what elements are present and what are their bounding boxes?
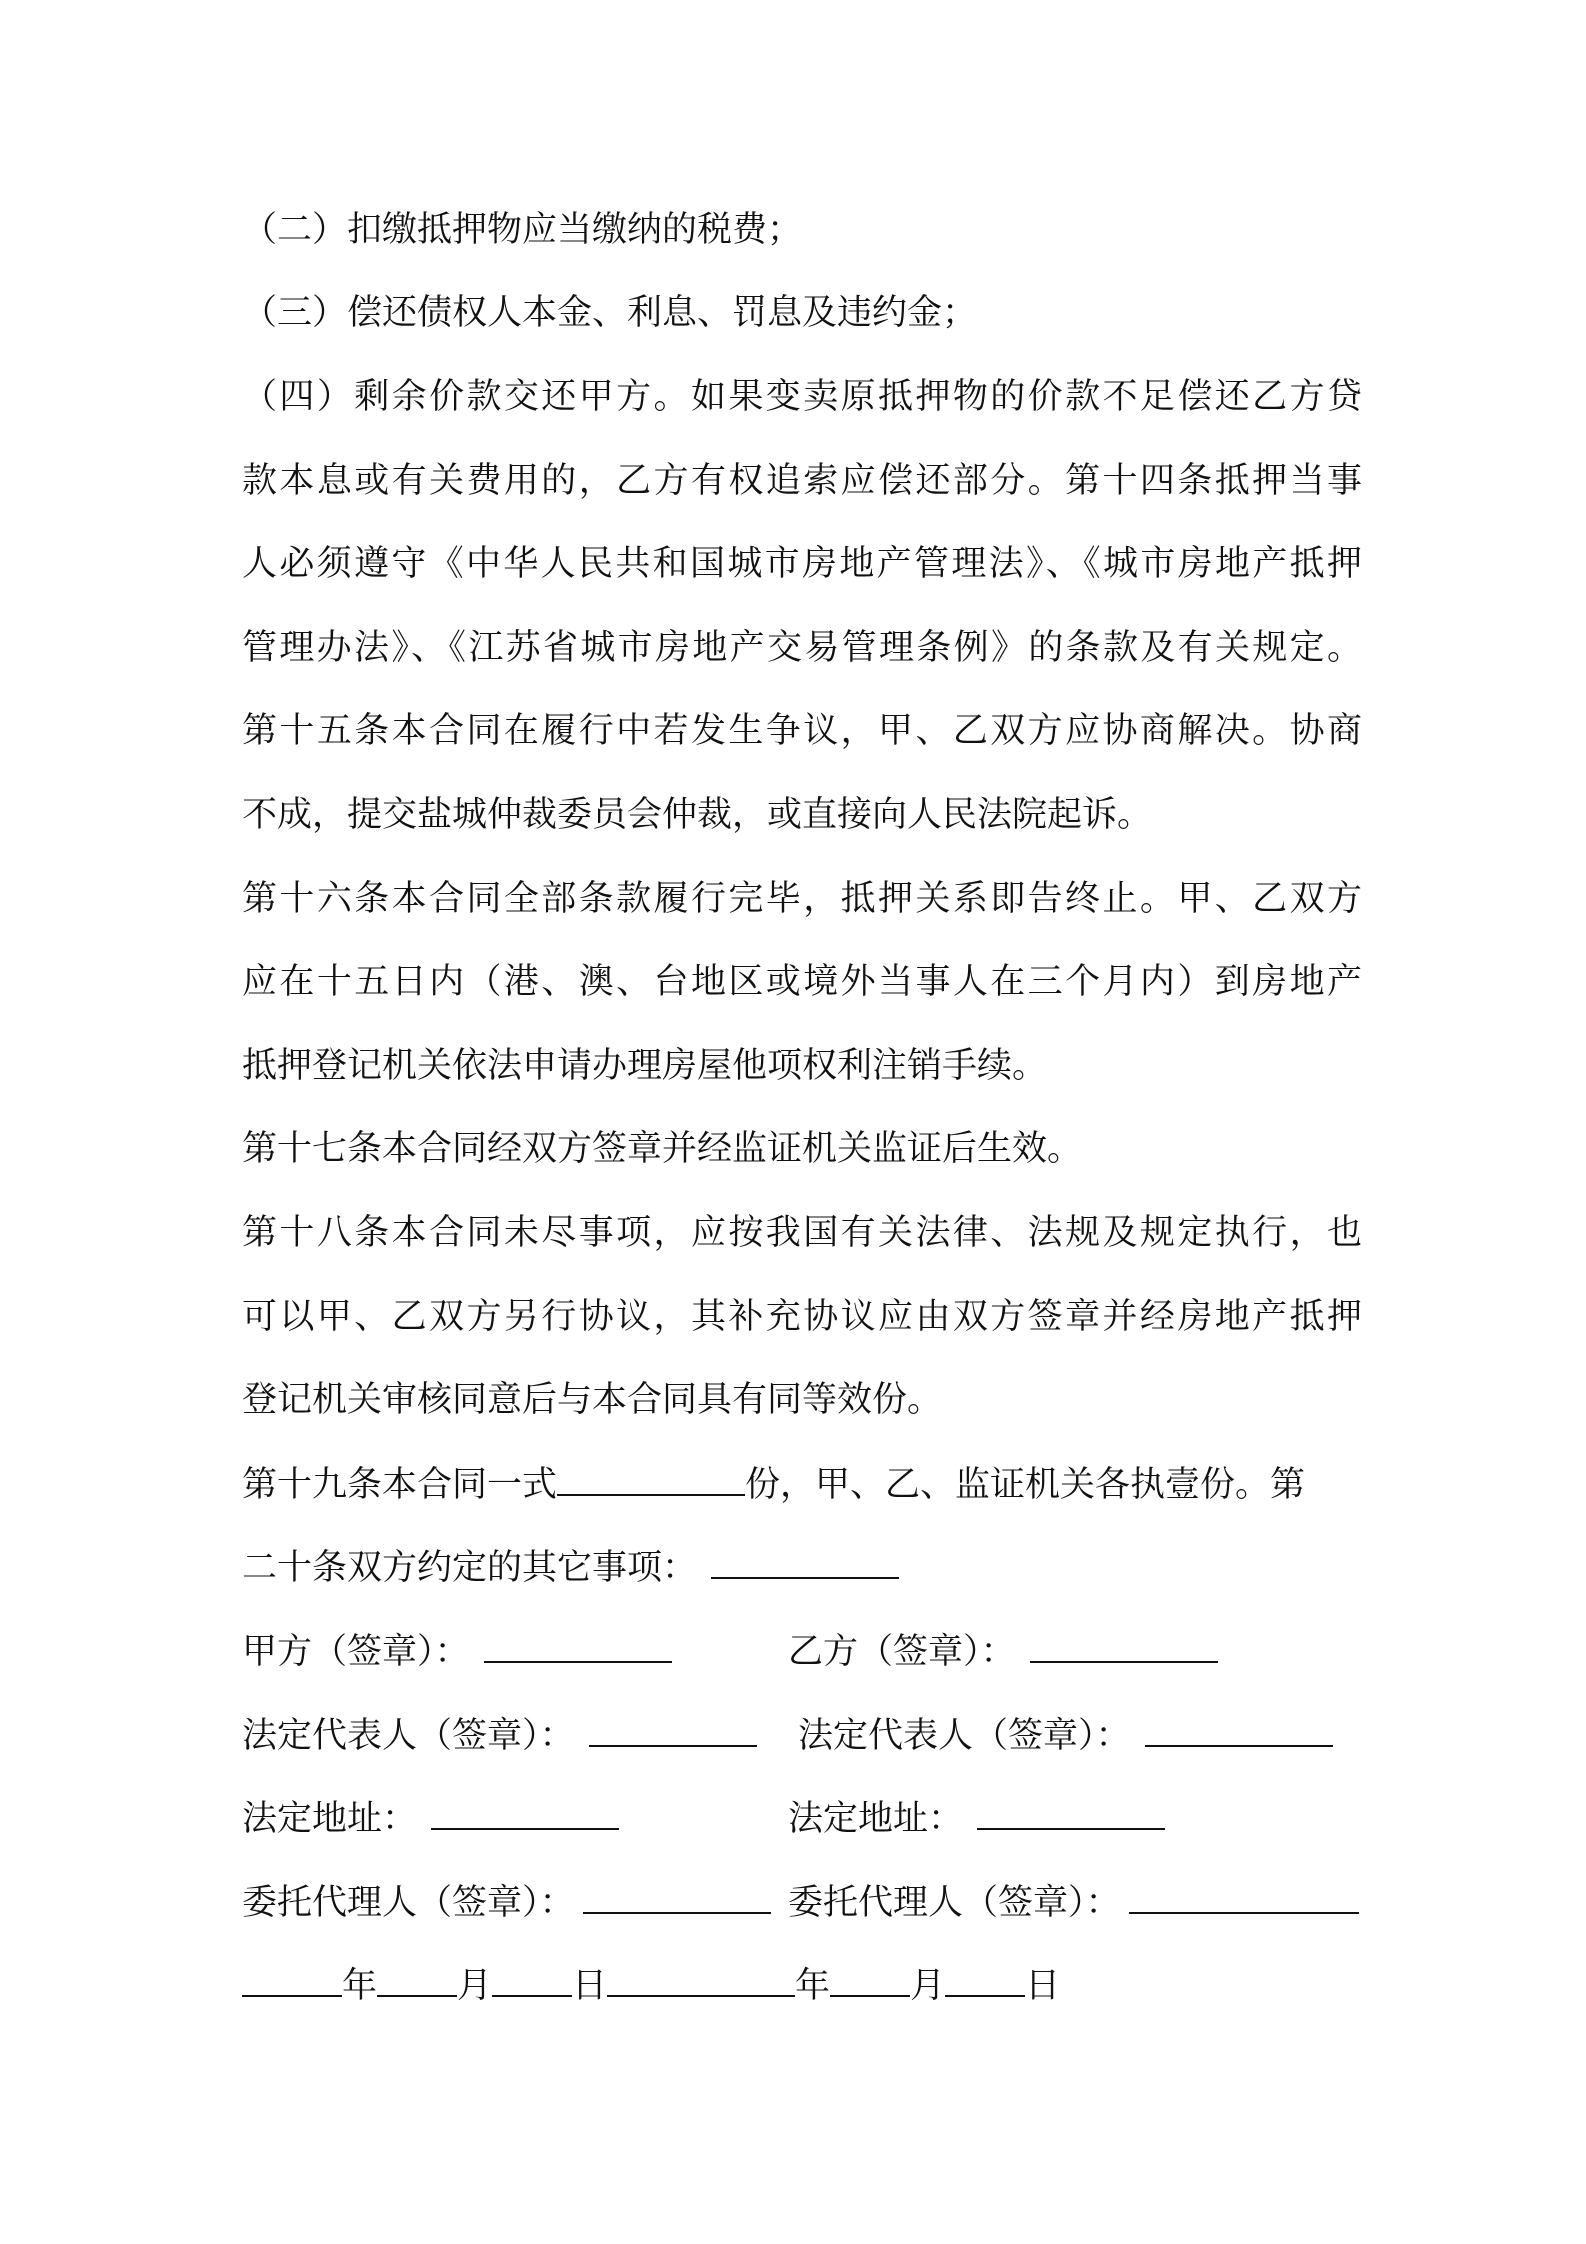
article-16-line-1: 第十六条本合同全部条款履行完毕，抵押关系即告终止。甲、乙双方 — [242, 879, 1362, 919]
party-signature-row — [242, 1629, 1362, 1674]
article-17: 第十七条本合同经双方签章并经监证机关监证后生效。 — [242, 1129, 1083, 1169]
day-b-label: 日 — [1025, 1966, 1061, 2006]
article-15-line-2: 不成，提交盐城仲裁委员会仲裁，或直接向人民法院起诉。 — [242, 795, 1153, 835]
day-b-blank[interactable] — [945, 1963, 1025, 1997]
copies-count-blank[interactable] — [557, 1462, 745, 1496]
month-a-blank[interactable] — [377, 1963, 457, 1997]
agent-b-blank[interactable] — [1129, 1880, 1359, 1914]
party-b-signature-blank[interactable] — [1030, 1629, 1218, 1663]
address-a-label: 法定地址： — [242, 1799, 418, 1839]
copies-label-after: 份，甲、乙、监证机关各执壹份。第 — [745, 1465, 1306, 1505]
article-18-line-1: 第十八条本合同未尽事项，应按我国有关法律、法规及规定执行，也 — [242, 1213, 1362, 1253]
party-a-label: 甲方（签章）： — [242, 1632, 470, 1672]
party-b-block — [788, 1629, 1218, 1674]
year-a-label: 年 — [342, 1966, 378, 2006]
address-a-blank[interactable] — [431, 1796, 619, 1830]
article-16-line-3: 抵押登记机关依法申请办理房屋他项权利注销手续。 — [242, 1046, 1048, 1086]
address-b-label: 法定地址： — [788, 1799, 964, 1839]
address-b-blank[interactable] — [977, 1796, 1165, 1830]
agent-b-label: 委托代理人（签章）： — [788, 1883, 1121, 1923]
article-15-line-1: 第十五条本合同在履行中若发生争议，甲、乙双方应协商解决。协商 — [242, 711, 1362, 751]
month-a-label: 月 — [457, 1966, 493, 2006]
other-matters-label: 二十条双方约定的其它事项： — [242, 1548, 698, 1588]
agent-a-label: 委托代理人（签章）： — [242, 1883, 575, 1923]
clause-item-3: （三）偿还债权人本金、利息、罚息及违约金； — [242, 293, 978, 333]
address-b-block — [788, 1796, 1165, 1841]
clause-item-4-line-1: （四）剩余价款交还甲方。如果变卖原抵押物的价款不足偿还乙方贷 — [242, 377, 1362, 417]
legal-rep-a-blank[interactable] — [589, 1713, 757, 1747]
legal-rep-b-blank[interactable] — [1145, 1713, 1333, 1747]
year-a-blank[interactable] — [242, 1963, 342, 1997]
article-16-line-2: 应在十五日内（港、澳、台地区或境外当事人在三个月内）到房地产 — [242, 962, 1362, 1002]
copies-label-before: 第十九条本合同一式 — [242, 1465, 558, 1505]
legal-rep-b-label: 法定代表人（签章）： — [798, 1716, 1131, 1756]
month-b-label: 月 — [910, 1966, 946, 2006]
day-a-label: 日 — [572, 1966, 608, 2006]
year-b-blank[interactable] — [607, 1963, 795, 1997]
legal-rep-a-label: 法定代表人（签章）： — [242, 1716, 575, 1756]
month-b-blank[interactable] — [830, 1963, 910, 1997]
clause-item-4-line-2: 款本息或有关费用的，乙方有权追索应偿还部分。第十四条抵押当事 — [242, 461, 1362, 501]
article-18-line-2: 可以甲、乙双方另行协议，其补充协议应由双方签章并经房地产抵押 — [242, 1297, 1362, 1337]
address-row — [242, 1796, 1362, 1841]
agent-b-block — [788, 1880, 1359, 1925]
article-20-line — [242, 1545, 1362, 1590]
article-19-line — [242, 1462, 1362, 1507]
party-a-signature-blank[interactable] — [484, 1629, 672, 1663]
agent-a-blank[interactable] — [583, 1880, 771, 1914]
day-a-blank[interactable] — [492, 1963, 572, 1997]
legal-rep-row — [242, 1713, 1362, 1758]
article-18-line-3: 登记机关审核同意后与本合同具有同等效份。 — [242, 1380, 943, 1420]
article-14-line-1: 人必须遵守《中华人民共和国城市房地产管理法》、《城市房地产抵押 — [242, 544, 1362, 584]
other-matters-blank[interactable] — [711, 1545, 899, 1579]
party-b-label: 乙方（签章）： — [788, 1632, 1016, 1672]
clause-item-2: （二）扣缴抵押物应当缴纳的税费； — [242, 210, 803, 250]
date-row — [242, 1963, 1362, 2008]
article-14-line-2: 管理办法》、《江苏省城市房地产交易管理条例》的条款及有关规定。 — [242, 628, 1362, 668]
agent-row — [242, 1880, 1362, 1925]
legal-rep-b-block — [798, 1713, 1333, 1758]
year-b-label: 年 — [795, 1966, 831, 2006]
